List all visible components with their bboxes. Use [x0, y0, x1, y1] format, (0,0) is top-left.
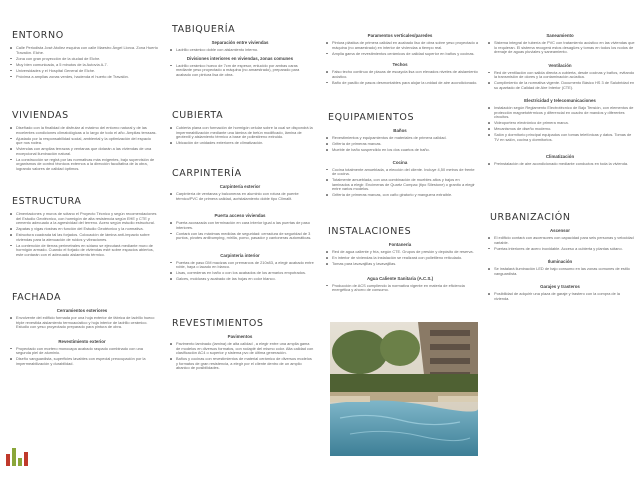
- paramentos-section: [322, 30, 478, 87]
- list-item: Grifería de primeras marcas.: [322, 142, 478, 147]
- electricidad-subheading: Electricidad y telecomunicaciones: [524, 98, 596, 103]
- iluminacion-list: [484, 267, 636, 276]
- viviendas-heading: VIVIENDAS: [12, 110, 69, 121]
- techos-list: [322, 70, 478, 85]
- ascensor-list: [484, 236, 636, 251]
- list-item: Se instalará iluminación LED de bajo consumo en las zonas comunes de estilo vanguardista.: [484, 267, 636, 276]
- revestimientos-section: [166, 318, 314, 372]
- list-item: Puertas de paso DM macizas con premarcos de 210x83, a elegir acabado entre roble, haya o lacado en blanco.: [166, 261, 314, 270]
- list-item: Envolvente del edificio formada por una hoja exterior de fábrica de ladrillo hueco triple revestida aislamiento termoacústico y hoja interior de ladrillo cerámico. Estudio con yeso proyectado preparado para pintura de obra.: [6, 316, 158, 330]
- viviendas-list: [6, 126, 158, 171]
- list-item: En interior de viviendas la instalación se realizará con polietileno reticulado.: [322, 256, 478, 261]
- garajes-list: [484, 292, 636, 301]
- ascensor-subheading: Ascensor: [549, 228, 570, 233]
- list-item: Red de ventilación con salida directa a cubierta, desde cocinas y baños, evitando la transmisión de olores y la contaminación acústica.: [484, 71, 636, 80]
- list-item: Diseñado con la finalidad de disfrutar al máximo del entorno natural y de las excelentes condiciones climatológicas a lo largo de todo el año. Amplias terrazas.: [6, 126, 158, 135]
- list-item: Ubicación de unidades exteriores de climatización.: [166, 141, 314, 146]
- paramentos-list: [322, 41, 478, 56]
- entorno-section: [6, 30, 158, 81]
- list-item: Mueble de baño suspendido en los dos cuartos de baño.: [322, 148, 478, 153]
- saneamiento-subheading: Saneamiento: [546, 33, 574, 38]
- list-item: Totalmente amueblada, con una combinación de muebles altos y bajos en laminados a elegir. Encimeras de Quartz Compac (tipo Silestone) o granito a elegir entre varios modelos.: [322, 178, 478, 192]
- puerta-acceso-subheading: Puerta acceso viviendas: [214, 213, 266, 218]
- list-item: Viviendas con amplias terrazas y ventanas que dotarán a las viviendas de una excepcional iluminación natural.: [6, 147, 158, 156]
- separacion-list: [166, 48, 314, 53]
- electricidad-list: [484, 106, 636, 142]
- tabiqueria-section: [166, 24, 314, 79]
- list-item: Videoportero electrónico de primera marca.: [484, 121, 636, 126]
- acs-list: [322, 284, 478, 293]
- list-item: Revestimientos y equipamientos de materiales de primera calidad.: [322, 136, 478, 141]
- saneamiento-list: [484, 41, 636, 55]
- banos-subheading: Baños: [393, 128, 407, 133]
- list-item: Ajustado por la responsabilidad social, ambiental y la optimización del espacio que nos rodea.: [6, 137, 158, 146]
- tabiqueria-heading: TABIQUERÍA: [172, 24, 236, 35]
- viviendas-section: [6, 110, 158, 173]
- list-item: Puertas interiores de acero inoxidable. Acceso a cubierta y plantas sótano.: [484, 247, 636, 252]
- fachada-heading: FACHADA: [12, 292, 62, 303]
- entorno-heading: ENTORNO: [12, 30, 64, 41]
- fontaneria-subheading: Fontanería: [388, 242, 412, 247]
- pavimentos-list: [166, 342, 314, 371]
- list-item: Carpintería de ventanas y balconeras en aluminio con rotura de puente térmico/PVC de primera calidad, acristalamiento doble tipo Climalit.: [166, 192, 314, 201]
- list-item: Calle Periodista José Atoliez esquina con calle Maestro Ángel Llorca. Zona Huerto Travalón. Elche.: [6, 46, 158, 55]
- equipamientos-heading: EQUIPAMIENTOS: [328, 112, 415, 123]
- list-item: Muy bien comunicada, a 5 minutos de la Autovía A-7.: [6, 63, 158, 68]
- instalaciones-heading: INSTALACIONES: [328, 226, 412, 237]
- carpinteria-section: [166, 168, 314, 283]
- carpinteria-exterior-list: [166, 192, 314, 201]
- list-item: Próxima a amplias zonas verdes, hacienda el huerto de Travalón.: [6, 75, 158, 80]
- cocina-subheading: Cocina: [392, 159, 408, 165]
- list-item: Pintura plástica de primera calidad en acabado liso de obra sobre yeso proyectado a máquina (no amaestrado) en interior de viviendas a tiempo real.: [322, 41, 478, 50]
- list-item: Proyectado con mortero monocapa acabado raspado combinado con una segunda piel de aluminio.: [6, 347, 158, 356]
- list-item: La construcción se regirá por las normativas más exigentes, bajo supervisión de organismos de control técnicos externos a la dirección facultativa de la obra, logrando valores de calidad óptimos.: [6, 158, 158, 172]
- estructura-section: [6, 196, 158, 259]
- pool-photo: [330, 322, 478, 456]
- list-item: Cubierta plana con formación de hormigón celular sobre la cual se dispondrá la impermeabilización mediante una lámina de betún modificado, lámina de geotextil y aislamiento térmico a base de poliestireno extruido.: [166, 126, 314, 140]
- list-item: Diseño vanguardista, superficies lavables con especial preocupación por la impermeabilización y durabilidad.: [6, 357, 158, 366]
- pavimentos-subheading: Pavimentos: [227, 334, 253, 339]
- saneamiento-section: [484, 30, 636, 168]
- equipamientos-section: [322, 112, 478, 199]
- revestimiento-exterior-subheading: Revestimiento exterior: [58, 338, 106, 344]
- list-item: Mecanismos de diseño moderno.: [484, 127, 636, 132]
- list-item: Amplia gama de revestimientos cerámicos de calidad superior en baños y cocinas.: [322, 52, 478, 57]
- list-item: Ladrillo cerámico hueco de 7cm de espesor, enlucido por ambas caras mediante yeso proyectado a máquina (no amaestrado), preparado para acabado con pintura lisa de obra.: [166, 64, 314, 78]
- list-item: Puerta acorazada con terminación en cara interior igual a las puertas de paso interiores.: [166, 221, 314, 230]
- list-item: Producción de ACS cumpliendo la normativa vigente en materia de eficiencia energética y ahorro de consumo.: [322, 284, 478, 293]
- cocina-list: [322, 168, 478, 198]
- puerta-acceso-list: [166, 221, 314, 241]
- list-item: Cumplimiento de la normativa vigente. Documento Básico HS 3 de Salubridad en su apartado de Calidad de Aire Interior (CTE).: [484, 81, 636, 90]
- list-item: Preinstalación de aire acondicionado mediante conductos en toda la vivienda.: [484, 162, 636, 167]
- cerramientos-list: [6, 316, 158, 330]
- estructura-list: [6, 212, 158, 257]
- separacion-subheading: Separación entre viviendas: [211, 40, 269, 45]
- list-item: El edificio contará con ascensores con capacidad para seis personas y velocidad variable.: [484, 236, 636, 245]
- cubierta-section: [166, 110, 314, 147]
- list-item: Salón y dormitorio principal equipados con tomas telefónicas y datos. Tomas de TV en salón, cocina y dormitorios.: [484, 133, 636, 142]
- paramentos-subheading: Paramentos verticales/paredes: [367, 33, 433, 38]
- list-item: La contención de tierras perimetrales en sótano se ejecutará mediante muro de hormigón armado. Cuando el forjado de viviendas esté sobre espacios abiertos, este contarán con el adecuado aislamiento térmico.: [6, 244, 158, 258]
- techos-subheading: Techos: [392, 62, 408, 67]
- list-item: Galces, molduras y acabado de las hojas en color blanco.: [166, 277, 314, 282]
- list-item: Instalación según Reglamento Electrotécnico de Bajo Tensión, con elementos de protección magnetotérmicos y diferencial en cuadro de mandos y diferentes circuitos.: [484, 106, 636, 120]
- acs-subheading: Agua Caliente Sanitaria (A.C.S.): [366, 275, 434, 281]
- urbanizacion-section: [484, 212, 636, 303]
- fontaneria-list: [322, 250, 478, 267]
- divisiones-subheading: Divisiones interiores en viviendas, zonas comunes: [186, 55, 294, 61]
- list-item: Sistema integral de tubería de PVC con tratamiento acústico en las viviendas que lo requieran. El sistema recogerá estos desagües y tomas en todos los nodos de drenaje de aguas pluviales y saneamiento.: [484, 41, 636, 55]
- ventilacion-list: [484, 71, 636, 91]
- list-item: Cocina totalmente amueblada, a elección del cliente. Incluye 4,50 metros de frente de cocina.: [322, 168, 478, 177]
- carpinteria-exterior-subheading: Carpintería exterior: [219, 184, 261, 189]
- cubierta-heading: CUBIERTA: [172, 110, 224, 121]
- brand-logo: [6, 444, 36, 466]
- iluminacion-subheading: Iluminación: [547, 259, 573, 264]
- list-item: Grifería de primeras marcas, con caño giratorio y manguera extraíble.: [322, 193, 478, 198]
- list-item: Posibilidad de adquirir una plaza de garaje y trastero con la compra de la vivienda.: [484, 292, 636, 301]
- carpinteria-heading: CARPINTERÍA: [172, 168, 242, 179]
- list-item: Cimentaciones y muros de sótano el Proyecto Técnico y según recomendaciones del Estudio Geotécnico, con hormigón de alta resistencia según EHE y CTE y cemento adecuado a la agresividad del terreno. Acero según estudio estructural.: [6, 212, 158, 226]
- divisiones-list: [166, 64, 314, 78]
- list-item: Falso techo continuo de placas de escayola lisa con elevados niveles de aislamiento acústico.: [322, 70, 478, 79]
- list-item: Lisas, correderas en baño o con los acabados de los armarios empotrados.: [166, 271, 314, 276]
- list-item: Contará con las máximas medidas de seguridad: cerradura de seguridad de 3 puntos, pivotes antibumping, mirilla, pomo, pasador y cantoneras automáticas.: [166, 232, 314, 241]
- list-item: Ladrillo cerámico doble con aislamiento interno.: [166, 48, 314, 53]
- instalaciones-section: [322, 226, 478, 294]
- urbanizacion-heading: URBANIZACIÓN: [490, 212, 571, 223]
- climatizacion-list: [484, 162, 636, 167]
- carpinteria-interior-list: [166, 261, 314, 282]
- garajes-subheading: Garajes y trasteros: [540, 284, 580, 289]
- fachada-section: [6, 292, 158, 368]
- revestimientos-heading: REVESTIMIENTOS: [172, 318, 264, 329]
- revestimiento-exterior-list: [6, 347, 158, 367]
- list-item: Pavimento laminado (lamina) de alta calidad , a elegir entre una amplia gama de modelos en diversos formatos, con rodapié del mismo color. Alta calidad con clasificación AC4 o superior y sistema pvc de última generación.: [166, 342, 314, 356]
- list-item: Baño de pasillo de pasos desmontables para alojar la unidad de aire acondicionado.: [322, 81, 478, 86]
- list-item: Zona con gran proyección de la ciudad de Elche.: [6, 57, 158, 62]
- ventilacion-subheading: Ventilación: [548, 62, 572, 68]
- carpinteria-interior-subheading: Carpintería interior: [220, 252, 260, 258]
- list-item: Zapatas y vigas riostras en función del Estudio Geotécnico y la normativa.: [6, 227, 158, 232]
- list-item: Red de agua caliente y fría, según CTE. Grupos de presión y depósito de reserva.: [322, 250, 478, 255]
- list-item: Baños y cocinas con revestimientos de material cerámico de diversos modelos y formatos de gran resistencia, a elegir por el cliente dentro de un amplio abanico de posibilidades.: [166, 357, 314, 371]
- list-item: Tomas para lavavajillas y lavavajillas.: [322, 262, 478, 267]
- entorno-list: [6, 46, 158, 79]
- list-item: Universidades y el Hospital General de Elche.: [6, 69, 158, 74]
- banos-list: [322, 136, 478, 153]
- climatizacion-subheading: Climatización: [545, 154, 575, 159]
- cubierta-list: [166, 126, 314, 146]
- list-item: Estructura cuadrada tal las forjados. Colocación de lámina anti-impacto sobre viviendas para la atenuación de ruidos y vibraciones.: [6, 233, 158, 242]
- cerramientos-subheading: Cerramientos exteriores: [56, 308, 108, 313]
- estructura-heading: ESTRUCTURA: [12, 196, 82, 207]
